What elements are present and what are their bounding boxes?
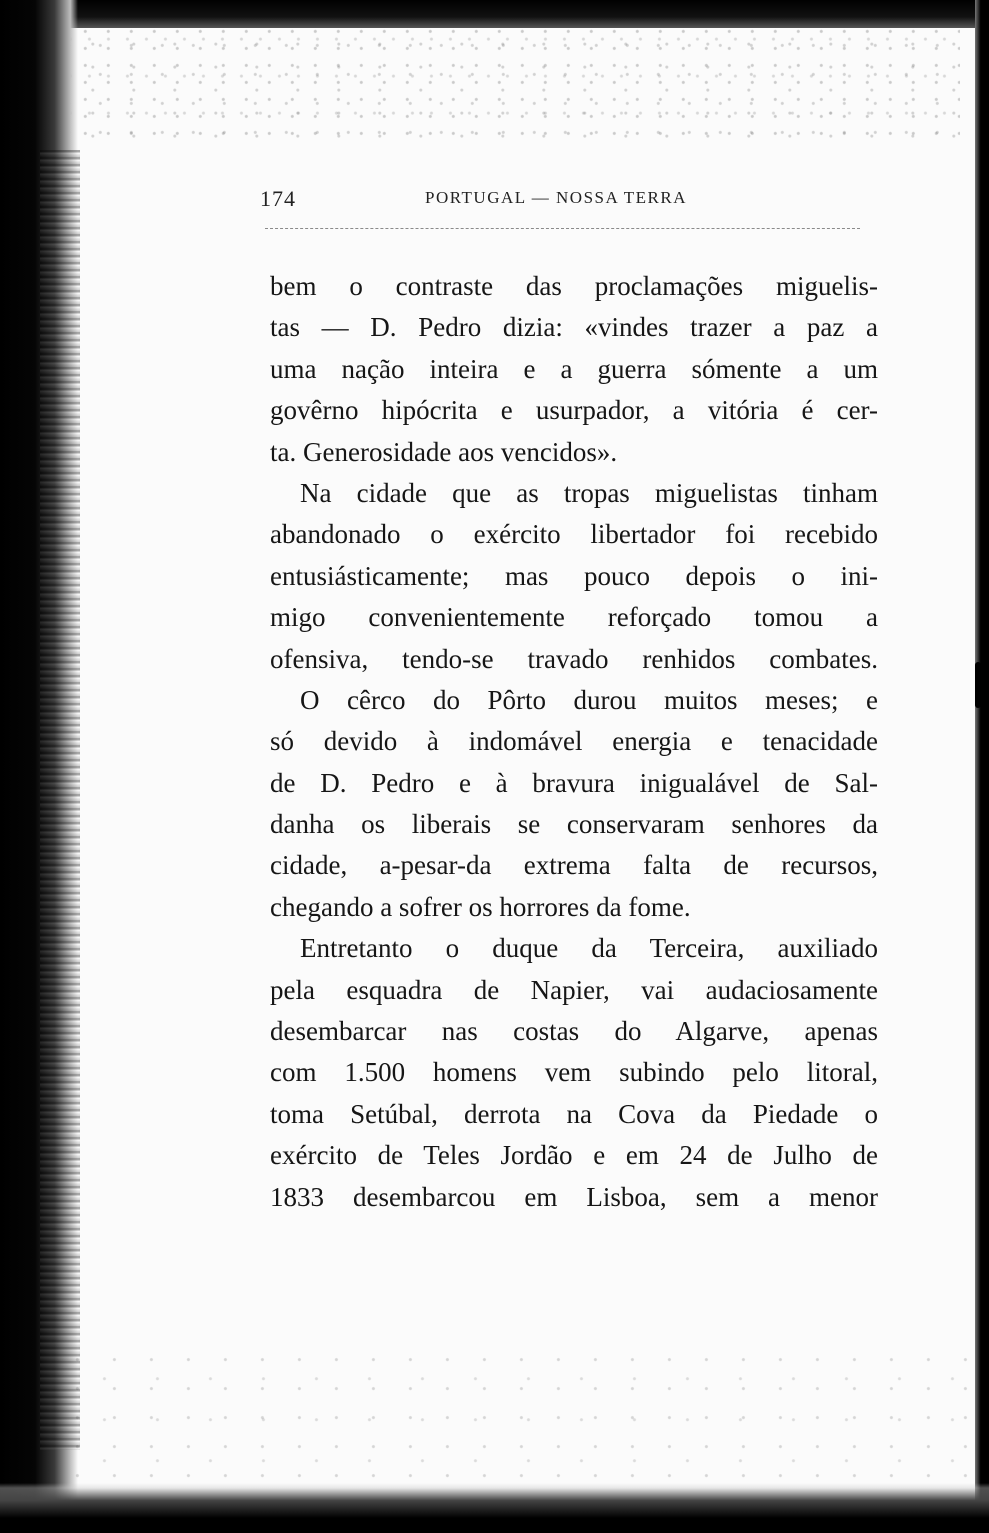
text-line: chegando a sofrer os horrores da fome. (270, 891, 691, 922)
text-line: cidade, a-pesar-da extrema falta de recursos, (270, 850, 878, 881)
text-line: ofensiva, tendo-se travado renhidos combates. (270, 643, 878, 674)
running-header (260, 176, 880, 216)
text-line: tas — D. Pedro dizia: «vindes trazer a paz a (270, 312, 878, 343)
text-line: O cêrco do Pôrto durou muitos meses; e (300, 684, 878, 715)
text-line: 1833 desembarcou em Lisboa, sem a menor (270, 1181, 878, 1212)
text-line: bem o contraste das proclamações miguelis- (270, 271, 878, 301)
header-rule (265, 228, 860, 229)
scan-noise-top (60, 28, 960, 138)
text-line: com 1.500 homens vem subindo pelo litoral, (270, 1057, 878, 1088)
text-line: só devido à indomável energia e tenacidade (270, 726, 878, 757)
text-line: migo convenientemente reforçado tomou a (270, 602, 878, 633)
text-line: abandonado o exército libertador foi recebido (270, 519, 878, 550)
scan-noise-bottom (70, 1348, 980, 1488)
text-line: toma Setúbal, derrota na Cova da Piedade o (270, 1098, 878, 1129)
margin-mark (975, 662, 981, 708)
text-line: Entretanto o duque da Terceira, auxiliado (300, 933, 878, 964)
body-text (270, 266, 878, 1218)
page-number: 174 (260, 186, 296, 211)
text-line: entusiásticamente; mas pouco depois o ini- (270, 560, 878, 591)
text-line: Na cidade que as tropas miguelistas tinham (300, 477, 878, 508)
text-line: danha os liberais se conservaram senhores da (270, 809, 878, 840)
scan-border-right (975, 0, 989, 1533)
running-title: PORTUGAL — NOSSA TERRA (425, 188, 687, 207)
text-line: govêrno hipócrita e usurpador, a vitória é cer- (270, 395, 878, 426)
text-line: uma nação inteira e a guerra sómente a um (270, 353, 878, 384)
text-line: ta. Generosidade aos vencidos». (270, 436, 618, 467)
text-line: pela esquadra de Napier, vai audaciosamente (270, 974, 878, 1005)
text-line: exército de Teles Jordão e em 24 de Julho de (270, 1140, 878, 1171)
spine-texture (40, 150, 80, 1450)
text-line: desembarcar nas costas do Algarve, apenas (270, 1016, 878, 1047)
scan-border-top (0, 0, 989, 28)
text-line: de D. Pedro e à bravura inigualável de Sal- (270, 767, 878, 798)
scan-border-bottom (0, 1483, 989, 1533)
